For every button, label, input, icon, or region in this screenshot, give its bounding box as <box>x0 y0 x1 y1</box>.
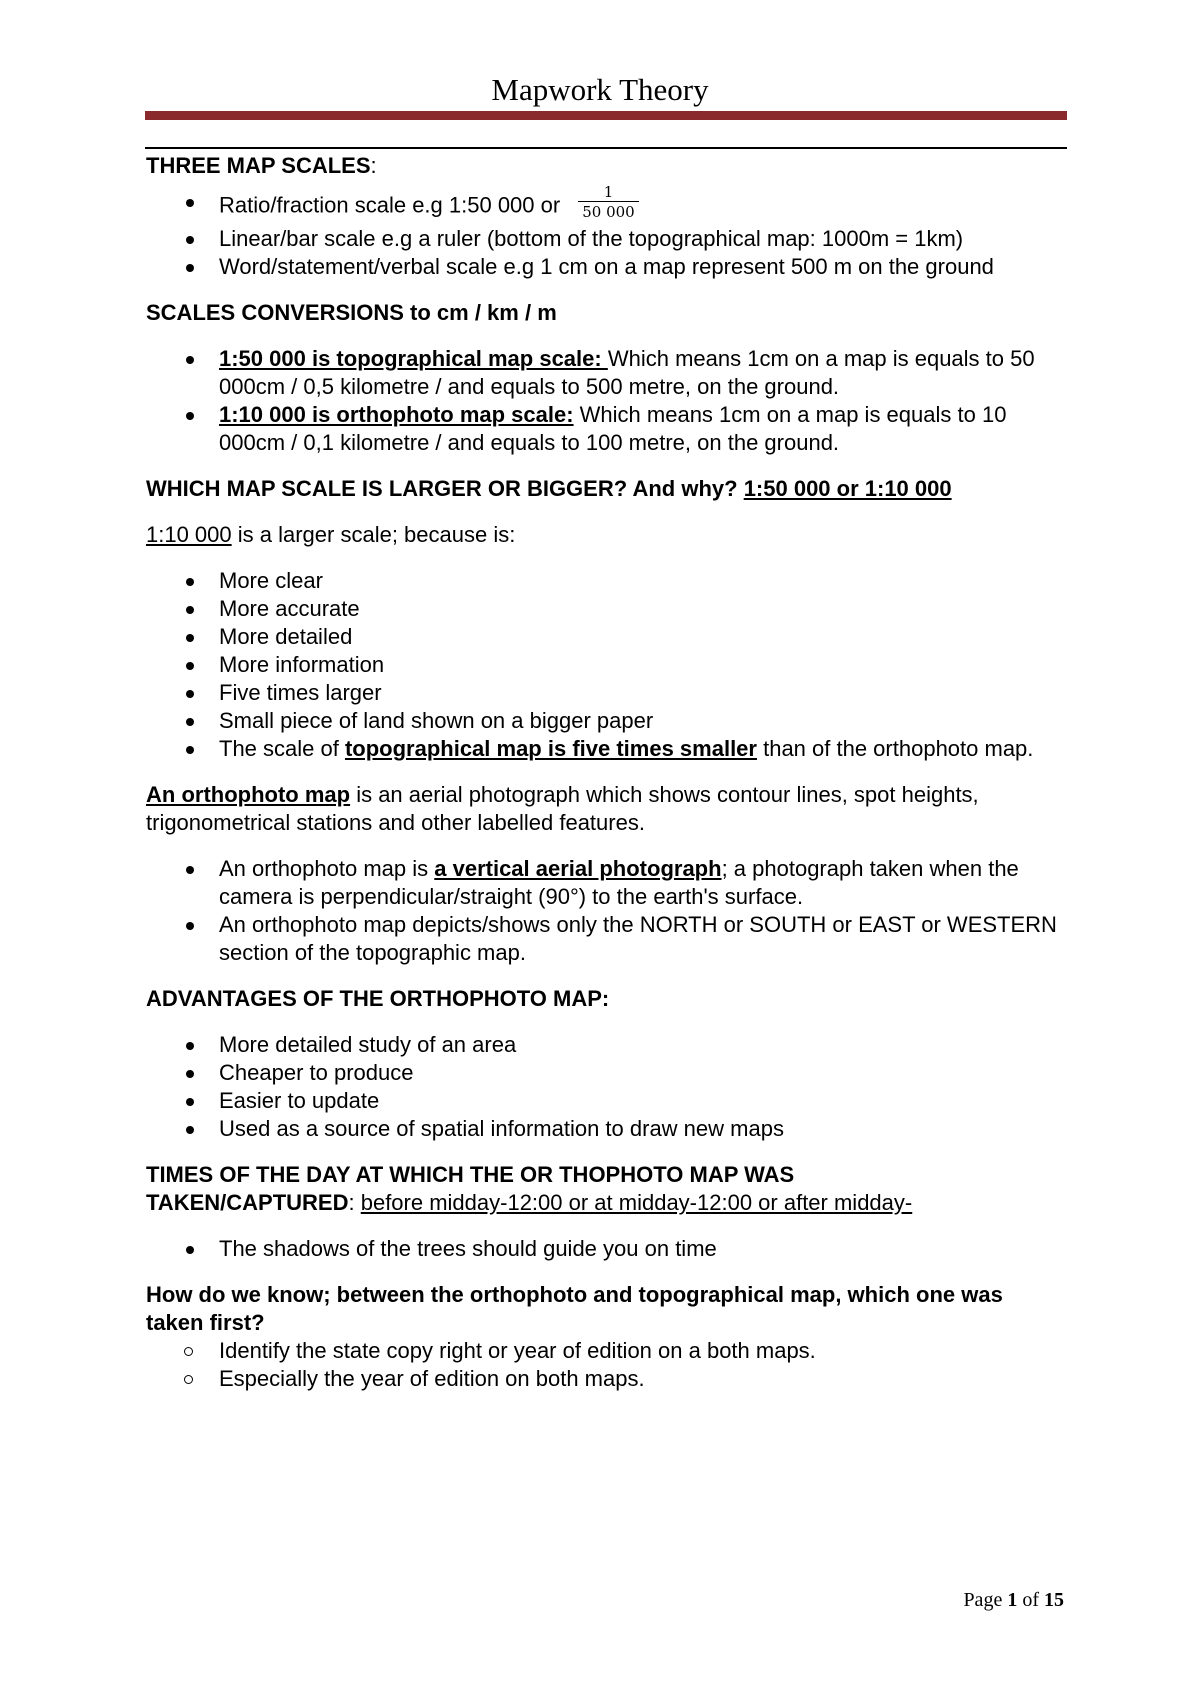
heading-text: TAKEN/CAPTURED <box>146 1190 349 1215</box>
item-bold: 1:50 000 is topographical map scale: <box>219 346 608 371</box>
scales-list <box>146 183 1066 281</box>
text: is a larger scale; because is: <box>231 522 516 547</box>
text: is an aerial photograph which shows contour lines, spot heights, trigonometrical stations and other labelled features. <box>146 782 979 835</box>
times-list <box>146 1235 1066 1263</box>
fraction-numerator: 1 <box>578 184 639 202</box>
item-bold: An orthophoto map <box>146 782 351 807</box>
reasons-list <box>146 567 1066 763</box>
section-heading-times-of-day: TIMES OF THE DAY AT WHICH THE OR THOPHOTO MAP WAS <box>146 1162 795 1187</box>
advantages-list <box>146 1031 1066 1143</box>
list-item <box>146 401 1066 457</box>
heading-colon: : <box>370 153 377 178</box>
list-item: Used as a source of spatial information to draw new maps <box>146 1115 1066 1143</box>
item-bold: 1:10 000 is orthophoto map scale: <box>219 402 574 427</box>
heading-text: WHICH MAP SCALE IS LARGER OR BIGGER? And why? <box>146 476 744 501</box>
page-total: 15 <box>1044 1589 1064 1611</box>
item-text: Which means 1cm on a map is equals to 10 000cm / 0,1 kilometre / and equals to 100 metre, on the ground. <box>219 402 1007 455</box>
list-item <box>146 345 1066 401</box>
item-bold: topographical map is five times smaller <box>344 736 757 761</box>
section-heading-scales-conversions: SCALES CONVERSIONS to cm / km / m <box>146 300 557 325</box>
list-item: Word/statement/verbal scale e.g 1 cm on a map represent 500 m on the ground <box>146 253 1066 281</box>
heading-underlined: 1:50 000 or 1:10 000 <box>743 476 952 501</box>
list-item: More accurate <box>146 595 1066 623</box>
page-header-title: Mapwork Theory <box>491 72 709 107</box>
page-number-footer <box>963 1589 1064 1612</box>
item-text: The scale of <box>219 736 345 761</box>
list-item: Cheaper to produce <box>146 1059 1066 1087</box>
fraction <box>578 184 639 221</box>
list-item: More clear <box>146 567 1066 595</box>
page-word: Page <box>963 1589 1008 1611</box>
list-item: More information <box>146 651 1066 679</box>
item-text: An orthophoto map is <box>219 856 435 881</box>
section-heading-which-first: How do we know; between the orthophoto and topographical map, which one was taken first? <box>146 1282 1003 1335</box>
list-item: Especially the year of edition on both maps. <box>146 1365 1066 1393</box>
list-item <box>146 855 1066 911</box>
list-item <box>146 183 1066 225</box>
item-text: Which means 1cm on a map is equals to 50 000cm / 0,5 kilometre / and equals to 500 metre, on the ground. <box>219 346 1035 399</box>
heading-text: THREE MAP SCALES <box>146 153 371 178</box>
list-item: Five times larger <box>146 679 1066 707</box>
item-bold: a vertical aerial photograph <box>434 856 722 881</box>
list-item: More detailed study of an area <box>146 1031 1066 1059</box>
list-item: The shadows of the trees should guide you on time <box>146 1235 1066 1263</box>
document-body <box>146 150 1066 1393</box>
item-text: Ratio/fraction scale e.g 1:50 000 or <box>219 192 561 218</box>
list-item: Small piece of land shown on a bigger paper <box>146 707 1066 735</box>
section-heading-which-scale <box>146 475 1066 503</box>
header-rule-thin <box>145 147 1067 149</box>
orthophoto-list <box>146 855 1066 967</box>
section-heading-times-line2 <box>146 1189 1066 1217</box>
underlined-text: before midday-12:00 or at midday-12:00 or after midday- <box>360 1190 913 1215</box>
item-text: than of the orthophoto map. <box>756 736 1034 761</box>
page-current: 1 <box>1007 1589 1018 1611</box>
list-item: Easier to update <box>146 1087 1066 1115</box>
which-first-list <box>146 1337 1066 1393</box>
list-item: Linear/bar scale e.g a ruler (bottom of the topographical map: 1000m = 1km) <box>146 225 1066 253</box>
section-heading-advantages: ADVANTAGES OF THE ORTHOPHOTO MAP: <box>146 986 610 1011</box>
header-rule-thick <box>145 111 1067 120</box>
list-item: Identify the state copy right or year of edition on a both maps. <box>146 1337 1066 1365</box>
paragraph-larger-scale <box>146 521 1066 549</box>
list-item <box>146 735 1066 763</box>
section-heading-three-map-scales <box>146 152 1066 180</box>
underlined-text: 1:10 000 <box>146 522 232 547</box>
heading-colon: : <box>348 1190 361 1215</box>
paragraph-orthophoto-definition <box>146 781 1066 837</box>
list-item: An orthophoto map depicts/shows only the NORTH or SOUTH or EAST or WESTERN section of the topographic map. <box>146 911 1066 967</box>
fraction-denominator: 50 000 <box>582 203 635 221</box>
list-item: More detailed <box>146 623 1066 651</box>
of-word: of <box>1017 1589 1044 1611</box>
conversions-list <box>146 345 1066 457</box>
item-text: ; a photograph taken when the camera is perpendicular/straight (90°) to the earth's surface. <box>219 856 1019 909</box>
